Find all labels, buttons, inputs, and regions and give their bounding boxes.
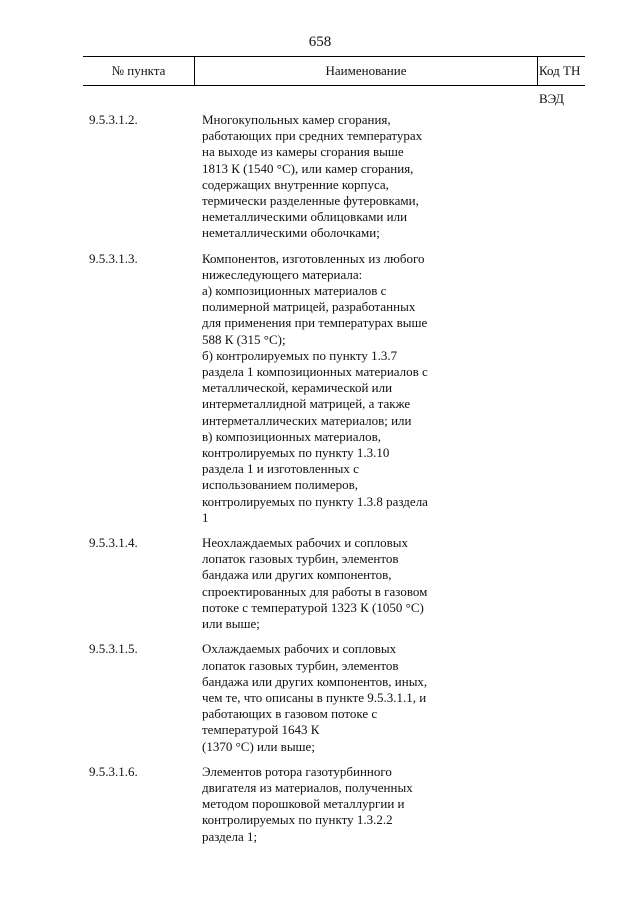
table-row: [0, 641, 640, 754]
row-description: [202, 112, 464, 242]
description-line: методом порошковой металлургии и: [202, 796, 405, 812]
description-line: чем те, что описаны в пункте 9.5.3.1.1, и: [202, 689, 427, 705]
description-line: раздела 1 и изготовленных с: [202, 461, 359, 477]
header-number: № пункта: [111, 63, 166, 78]
description-line: интерметаллидной матрицей, а также: [202, 396, 411, 412]
header-code: Код ТН ВЭД: [539, 63, 581, 106]
description-line: 1: [202, 509, 209, 525]
description-line: а) композиционных материалов с: [202, 283, 387, 299]
description-line: б) контролируемых по пункту 1.3.7: [202, 347, 398, 363]
description-line: Неохлаждаемых рабочих и сопловых: [202, 535, 409, 551]
row-description: [202, 641, 464, 754]
description-line: 588 К (315 °С);: [202, 331, 286, 347]
row-description: [202, 535, 464, 632]
table-body: [0, 112, 640, 854]
page-number: 658: [308, 34, 332, 50]
row-description: [202, 764, 464, 845]
description-line: бандажа или других компонентов, иных,: [202, 673, 428, 689]
row-number: 9.5.3.1.6.: [89, 763, 138, 779]
description-line: интерметаллических материалов; или: [202, 412, 412, 428]
description-line: металлической, керамической или: [202, 380, 393, 396]
description-line: 1813 К (1540 °С), или камер сгорания,: [202, 160, 414, 176]
row-description: [202, 251, 464, 526]
header-name: Наименование: [194, 57, 538, 85]
description-line: спроектированных для работы в газовом: [202, 583, 428, 599]
description-line: раздела 1;: [202, 828, 258, 844]
description-line: двигателя из материалов, полученных: [202, 779, 413, 795]
row-number: 9.5.3.1.3.: [89, 250, 138, 266]
description-line: потоке с температурой 1323 К (1050 °С): [202, 599, 424, 615]
description-line: раздела 1 композиционных материалов с: [202, 364, 428, 380]
description-line: на выходе из камеры сгорания выше: [202, 144, 404, 160]
description-line: работающих при средних температурах: [202, 128, 423, 144]
description-line: в) композиционных материалов,: [202, 428, 381, 444]
description-line: Компонентов, изготовленных из любого: [202, 250, 425, 266]
description-line: Охлаждаемых рабочих и сопловых: [202, 641, 397, 657]
description-line: или выше;: [202, 616, 260, 632]
description-line: термически разделенные футеровками,: [202, 193, 419, 209]
description-line: использованием полимеров,: [202, 477, 358, 493]
description-line: бандажа или других компонентов,: [202, 567, 392, 583]
description-line: полимерной матрицей, разработанных: [202, 299, 416, 315]
description-line: Многокупольных камер сгорания,: [202, 112, 391, 127]
description-line: нижеследующего материала:: [202, 266, 363, 282]
description-line: (1370 °С) или выше;: [202, 738, 315, 754]
table-row: [0, 251, 640, 526]
table-row: [0, 112, 640, 242]
description-line: работающих в газовом потоке с: [202, 706, 378, 722]
description-line: содержащих внутренние корпуса,: [202, 176, 389, 192]
table-row: [0, 764, 640, 845]
description-line: Элементов ротора газотурбинного: [202, 763, 392, 779]
description-line: контролируемых по пункту 1.3.8 раздела: [202, 493, 428, 509]
row-number: 9.5.3.1.4.: [89, 535, 138, 551]
description-line: контролируемых по пункту 1.3.10: [202, 445, 390, 461]
table-row: [0, 535, 640, 632]
description-line: лопаток газовых турбин, элементов: [202, 551, 399, 567]
row-number: 9.5.3.1.5.: [89, 641, 138, 657]
table-header: [83, 56, 585, 106]
row-number: 9.5.3.1.2.: [89, 112, 138, 127]
description-line: лопаток газовых турбин, элементов: [202, 657, 399, 673]
description-line: неметаллическими оболочками;: [202, 225, 380, 241]
description-line: неметаллическими облицовками или: [202, 209, 408, 225]
description-line: контролируемых по пункту 1.3.2.2: [202, 812, 393, 828]
description-line: температурой 1643 К: [202, 722, 320, 738]
description-line: для применения при температурах выше: [202, 315, 428, 331]
